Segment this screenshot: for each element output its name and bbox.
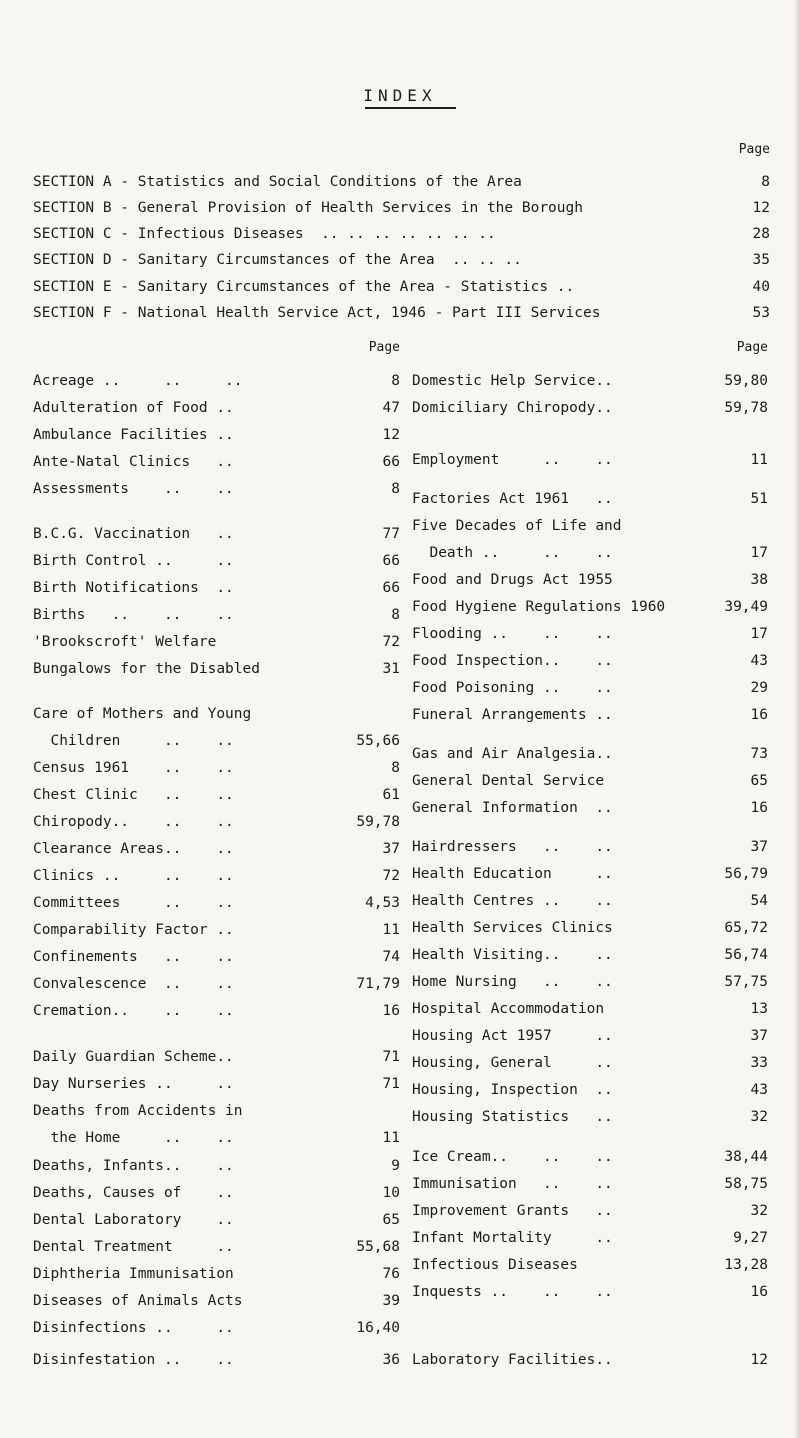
index-entry-page: 37 <box>750 839 768 855</box>
index-entry-label: General Information .. <box>412 800 613 816</box>
index-entry-label: Births .. .. .. <box>33 607 234 623</box>
index-entry-page: 37 <box>750 1028 768 1044</box>
index-entry-label: Ante-Natal Clinics .. <box>33 454 234 470</box>
section-entry-page: 53 <box>752 305 770 321</box>
index-entry-label: Bungalows for the Disabled <box>33 661 260 677</box>
index-entry-page: 16 <box>750 1284 768 1300</box>
index-entry-label: Chest Clinic .. .. <box>33 787 234 803</box>
index-entry-label: Domestic Help Service.. <box>412 373 613 389</box>
section-entry-label: SECTION D - Sanitary Circumstances of the Area .. .. .. <box>33 252 522 268</box>
index-entry-label: Children .. .. <box>33 733 234 749</box>
sections-page-header: Page <box>738 142 770 157</box>
index-entry-page: 12 <box>750 1352 768 1368</box>
index-entry-page: 56,79 <box>724 866 768 882</box>
index-entry-page: 4,53 <box>365 895 400 911</box>
section-entry-page: 12 <box>752 200 770 216</box>
index-entry-page: 66 <box>382 553 400 569</box>
index-entry-page: 72 <box>382 868 400 884</box>
index-entry-label: Infant Mortality .. <box>412 1230 613 1246</box>
index-entry-label: Care of Mothers and Young <box>33 706 252 722</box>
index-entry-page: 54 <box>750 893 768 909</box>
index-entry-label: 'Brookscroft' Welfare <box>33 634 217 650</box>
index-entry-page: 36 <box>382 1352 400 1368</box>
index-entry-page: 11 <box>750 452 768 468</box>
index-entry-page: 17 <box>750 626 768 642</box>
index-entry-label: Gas and Air Analgesia.. <box>412 746 613 762</box>
index-entry-page: 58,75 <box>724 1176 768 1192</box>
index-entry-page: 8 <box>391 373 400 389</box>
section-entry-page: 40 <box>752 279 770 295</box>
index-entry-label: Infectious Diseases <box>412 1257 578 1273</box>
index-entry-page: 33 <box>750 1055 768 1071</box>
page-edge-shadow <box>794 0 800 1438</box>
index-entry-label: Food Poisoning .. .. <box>412 680 613 696</box>
right-page-header: Page <box>736 340 768 355</box>
index-entry-page: 13 <box>750 1001 768 1017</box>
index-entry-page: 51 <box>750 491 768 507</box>
index-entry-page: 9 <box>391 1158 400 1174</box>
section-entry-label: SECTION F - National Health Service Act, 1946 - Part III Services <box>33 305 601 321</box>
index-entry-label: Hospital Accommodation <box>412 1001 605 1017</box>
index-entry-page: 71 <box>382 1049 400 1065</box>
index-entry-label: Comparability Factor .. <box>33 922 234 938</box>
index-entry-page: 74 <box>382 949 400 965</box>
index-entry-page: 16 <box>382 1003 400 1019</box>
index-entry-label: Assessments .. .. <box>33 481 234 497</box>
index-entry-label: Housing Act 1957 .. <box>412 1028 613 1044</box>
index-entry-label: Funeral Arrangements .. <box>412 707 613 723</box>
index-entry-label: Clearance Areas.. .. <box>33 841 234 857</box>
index-entry-label: Health Services Clinics <box>412 920 613 936</box>
index-entry-label: Birth Notifications .. <box>33 580 234 596</box>
index-entry-label: Employment .. .. <box>412 452 613 468</box>
index-entry-page: 39 <box>382 1293 400 1309</box>
index-entry-label: Laboratory Facilities.. <box>412 1352 613 1368</box>
index-entry-page: 8 <box>391 760 400 776</box>
index-entry-page: 77 <box>382 526 400 542</box>
index-entry-page: 65,72 <box>724 920 768 936</box>
index-entry-page: 38,44 <box>724 1149 768 1165</box>
index-entry-label: Food and Drugs Act 1955 <box>412 572 613 588</box>
section-entry-label: SECTION E - Sanitary Circumstances of the Area - Statistics .. <box>33 279 575 295</box>
index-entry-page: 17 <box>750 545 768 561</box>
section-entry-label: SECTION A - Statistics and Social Conditions of the Area <box>33 174 522 190</box>
index-entry-label: Deaths, Causes of .. <box>33 1185 234 1201</box>
index-entry-label: Improvement Grants .. <box>412 1203 613 1219</box>
section-entry-page: 8 <box>761 174 770 190</box>
index-entry-page: 55,68 <box>356 1239 400 1255</box>
index-entry-label: Deaths, Infants.. .. <box>33 1158 234 1174</box>
index-entry-page: 38 <box>750 572 768 588</box>
index-entry-label: Immunisation .. .. <box>412 1176 613 1192</box>
index-entry-label: Health Centres .. .. <box>412 893 613 909</box>
index-entry-label: Domiciliary Chiropody.. <box>412 400 613 416</box>
index-entry-label: the Home .. .. <box>33 1130 234 1146</box>
index-entry-page: 32 <box>750 1109 768 1125</box>
index-entry-label: Dental Treatment .. <box>33 1239 234 1255</box>
index-entry-label: Deaths from Accidents in <box>33 1103 243 1119</box>
index-entry-page: 57,75 <box>724 974 768 990</box>
index-entry-page: 71 <box>382 1076 400 1092</box>
index-entry-page: 56,74 <box>724 947 768 963</box>
index-entry-label: Disinfections .. .. <box>33 1320 234 1336</box>
index-entry-label: Census 1961 .. .. <box>33 760 234 776</box>
index-entry-label: Housing, General .. <box>412 1055 613 1071</box>
index-entry-label: Dental Laboratory .. <box>33 1212 234 1228</box>
title-underline <box>365 107 456 109</box>
index-entry-page: 32 <box>750 1203 768 1219</box>
index-entry-label: B.C.G. Vaccination .. <box>33 526 234 542</box>
index-entry-page: 8 <box>391 607 400 623</box>
index-entry-label: Ambulance Facilities .. <box>33 427 234 443</box>
index-entry-label: Ice Cream.. .. .. <box>412 1149 613 1165</box>
index-entry-label: Hairdressers .. .. <box>412 839 613 855</box>
index-entry-page: 55,66 <box>356 733 400 749</box>
index-entry-page: 16 <box>750 707 768 723</box>
index-entry-page: 71,79 <box>356 976 400 992</box>
section-entry-label: SECTION C - Infectious Diseases .. .. .. .. .. .. .. <box>33 226 496 242</box>
index-entry-page: 29 <box>750 680 768 696</box>
section-entry-page: 35 <box>752 252 770 268</box>
index-entry-label: Disinfestation .. .. <box>33 1352 234 1368</box>
index-entry-page: 59,80 <box>724 373 768 389</box>
index-entry-page: 12 <box>382 427 400 443</box>
left-page-header: Page <box>368 340 400 355</box>
index-entry-page: 47 <box>382 400 400 416</box>
section-entry-page: 28 <box>752 226 770 242</box>
index-entry-page: 11 <box>382 922 400 938</box>
index-entry-page: 73 <box>750 746 768 762</box>
index-entry-page: 43 <box>750 1082 768 1098</box>
index-entry-label: Daily Guardian Scheme.. <box>33 1049 234 1065</box>
index-entry-page: 43 <box>750 653 768 669</box>
index-entry-page: 16,40 <box>356 1320 400 1336</box>
index-entry-page: 66 <box>382 580 400 596</box>
index-entry-label: Death .. .. .. <box>412 545 613 561</box>
index-entry-page: 16 <box>750 800 768 816</box>
index-entry-page: 66 <box>382 454 400 470</box>
index-entry-label: Convalescence .. .. <box>33 976 234 992</box>
index-entry-label: Clinics .. .. .. <box>33 868 234 884</box>
index-entry-label: Diseases of Animals Acts <box>33 1293 243 1309</box>
index-entry-label: Health Education .. <box>412 866 613 882</box>
index-entry-page: 8 <box>391 481 400 497</box>
index-entry-page: 11 <box>382 1130 400 1146</box>
index-entry-page: 10 <box>382 1185 400 1201</box>
index-entry-page: 61 <box>382 787 400 803</box>
index-entry-label: Flooding .. .. .. <box>412 626 613 642</box>
index-entry-label: Five Decades of Life and <box>412 518 622 534</box>
index-entry-page: 76 <box>382 1266 400 1282</box>
index-entry-label: Chiropody.. .. .. <box>33 814 234 830</box>
index-entry-label: Adulteration of Food .. <box>33 400 234 416</box>
index-entry-page: 13,28 <box>724 1257 768 1273</box>
index-entry-label: Factories Act 1961 .. <box>412 491 613 507</box>
index-entry-label: Food Inspection.. .. <box>412 653 613 669</box>
index-entry-label: Birth Control .. .. <box>33 553 234 569</box>
index-entry-page: 65 <box>382 1212 400 1228</box>
index-entry-label: Inquests .. .. .. <box>412 1284 613 1300</box>
index-entry-page: 59,78 <box>356 814 400 830</box>
index-entry-label: Day Nurseries .. .. <box>33 1076 234 1092</box>
index-entry-label: Cremation.. .. .. <box>33 1003 234 1019</box>
index-entry-page: 9,27 <box>733 1230 768 1246</box>
index-entry-label: Confinements .. .. <box>33 949 234 965</box>
index-entry-label: Committees .. .. <box>33 895 234 911</box>
index-entry-page: 37 <box>382 841 400 857</box>
index-entry-page: 59,78 <box>724 400 768 416</box>
index-entry-label: General Dental Service <box>412 773 605 789</box>
index-entry-page: 65 <box>750 773 768 789</box>
section-entry-label: SECTION B - General Provision of Health Services in the Borough <box>33 200 583 216</box>
index-entry-label: Home Nursing .. .. <box>412 974 613 990</box>
index-entry-page: 39,49 <box>724 599 768 615</box>
index-entry-page: 31 <box>382 661 400 677</box>
index-entry-page: 72 <box>382 634 400 650</box>
index-entry-label: Health Visiting.. .. <box>412 947 613 963</box>
index-entry-label: Diphtheria Immunisation <box>33 1266 234 1282</box>
index-title: INDEX <box>363 86 437 105</box>
index-entry-label: Food Hygiene Regulations 1960 <box>412 599 666 615</box>
index-entry-label: Housing Statistics .. <box>412 1109 613 1125</box>
index-entry-label: Housing, Inspection .. <box>412 1082 613 1098</box>
index-entry-label: Acreage .. .. .. <box>33 373 243 389</box>
